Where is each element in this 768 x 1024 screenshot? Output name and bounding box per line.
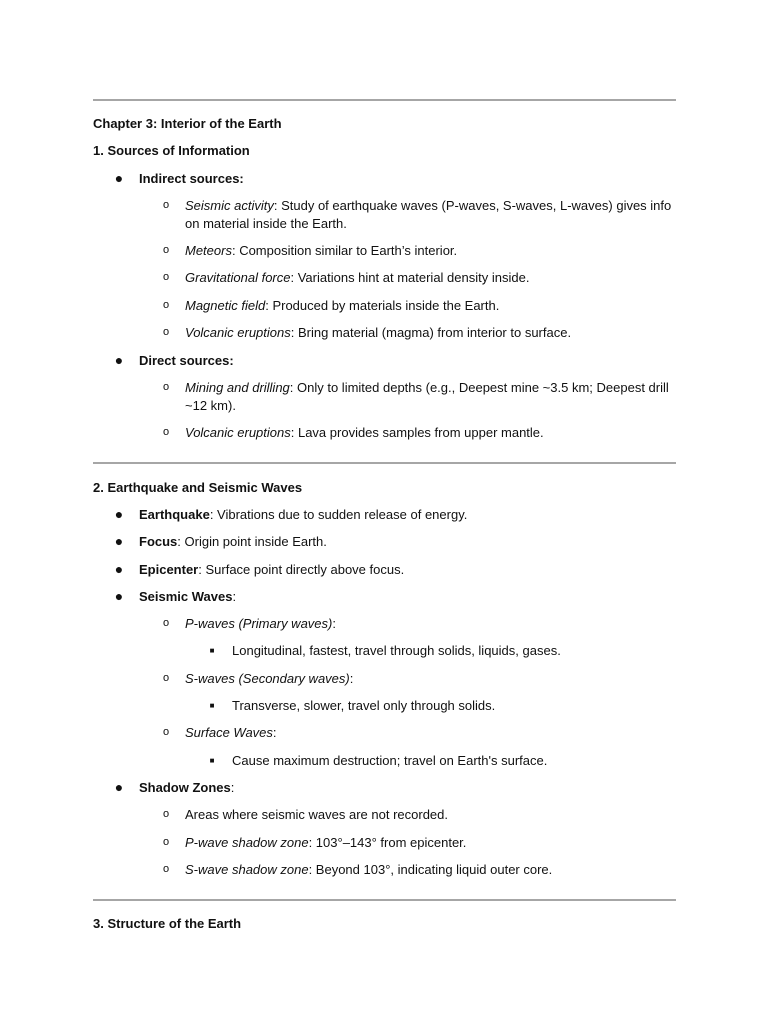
term: Meteors	[185, 243, 232, 258]
list-item-seismic-activity	[185, 197, 675, 233]
circle-bullet-icon: o	[162, 271, 170, 283]
description: : Produced by materials inside the Earth.	[265, 298, 500, 313]
disc-bullet-icon: ●	[114, 779, 124, 795]
term: Volcanic eruptions	[185, 425, 291, 440]
horizontal-rule	[93, 899, 676, 901]
circle-bullet-icon: o	[162, 863, 170, 875]
list-item-magnetic-field	[185, 297, 499, 314]
description: : Only to limited depths (e.g., Deepest mine ~3.5 km; Deepest drill ~12 km).	[185, 380, 669, 413]
term: Shadow Zones	[139, 780, 231, 795]
colon: :	[230, 780, 235, 795]
list-item-s-waves	[185, 670, 353, 687]
list-item-gravitational-force	[185, 269, 529, 286]
horizontal-rule	[93, 462, 676, 464]
colon: :	[332, 616, 336, 631]
list-item-shadow-areas: Areas where seismic waves are not recorded.	[185, 807, 449, 822]
list-item-shadow-zones	[139, 779, 234, 796]
disc-bullet-icon: ●	[114, 170, 124, 186]
horizontal-rule	[93, 99, 676, 101]
circle-bullet-icon: o	[162, 426, 170, 438]
list-item-seismic-waves	[139, 588, 236, 605]
disc-bullet-icon: ●	[114, 561, 124, 577]
circle-bullet-icon: o	[162, 808, 170, 820]
description: : Beyond 103°, indicating liquid outer core.	[308, 862, 553, 877]
list-item-volcanic-eruptions	[185, 324, 571, 341]
circle-bullet-icon: o	[162, 326, 170, 338]
description: : Lava provides samples from upper mantle.	[290, 425, 544, 440]
description: : Variations hint at material density inside.	[290, 270, 530, 285]
description: : Surface point directly above focus.	[198, 562, 405, 577]
circle-bullet-icon: o	[162, 672, 170, 684]
term: Seismic Waves	[139, 589, 233, 604]
section-3-heading: 3. Structure of the Earth	[93, 916, 242, 931]
term: S-waves (Secondary waves)	[185, 671, 350, 686]
term: Magnetic field	[185, 298, 266, 313]
list-item-meteors	[185, 242, 457, 259]
term: Surface Waves	[185, 725, 273, 740]
colon: :	[272, 725, 277, 740]
square-bullet-icon: ■	[209, 646, 215, 655]
list-item-s-waves-detail: Transverse, slower, travel only through solids.	[232, 698, 496, 713]
square-bullet-icon: ■	[209, 756, 215, 765]
term: Earthquake	[139, 507, 210, 522]
circle-bullet-icon: o	[162, 617, 170, 629]
term: Epicenter	[139, 562, 199, 577]
circle-bullet-icon: o	[162, 244, 170, 256]
description: : Study of earthquake waves (P-waves, S-waves, L-waves) gives info on material inside the Earth.	[185, 198, 672, 231]
description: : Bring material (magma) from interior to surface.	[290, 325, 572, 340]
circle-bullet-icon: o	[162, 381, 170, 393]
section-2-heading: 2. Earthquake and Seismic Waves	[93, 480, 303, 495]
term: S-wave shadow zone	[185, 862, 309, 877]
disc-bullet-icon: ●	[114, 506, 124, 522]
term: Volcanic eruptions	[185, 325, 291, 340]
list-item-mining-and-drilling	[185, 379, 675, 415]
list-item-surface-waves	[185, 724, 277, 741]
term: P-waves (Primary waves)	[185, 616, 333, 631]
square-bullet-icon: ■	[209, 701, 215, 710]
circle-bullet-icon: o	[162, 199, 170, 211]
term: P-wave shadow zone	[185, 835, 309, 850]
disc-bullet-icon: ●	[114, 352, 124, 368]
list-item-earthquake	[139, 506, 467, 523]
list-item-p-waves-detail: Longitudinal, fastest, travel through solids, liquids, gases.	[232, 643, 561, 658]
indirect-sources-heading: Indirect sources:	[139, 171, 244, 186]
list-item-volcanic-eruptions-direct	[185, 424, 544, 441]
description: : Vibrations due to sudden release of energy.	[209, 507, 468, 522]
disc-bullet-icon: ●	[114, 588, 124, 604]
list-item-s-wave-shadow-zone	[185, 861, 552, 878]
circle-bullet-icon: o	[162, 726, 170, 738]
direct-sources-heading: Direct sources:	[139, 353, 234, 368]
chapter-title: Chapter 3: Interior of the Earth	[93, 116, 282, 131]
term: Focus	[139, 534, 178, 549]
list-item-focus	[139, 533, 327, 550]
colon: :	[349, 671, 354, 686]
description: : Origin point inside Earth.	[177, 534, 327, 549]
list-item-epicenter	[139, 561, 404, 578]
circle-bullet-icon: o	[162, 836, 170, 848]
section-1-heading: 1. Sources of Information	[93, 143, 250, 158]
term: Mining and drilling	[185, 380, 290, 395]
description: : 103°–143° from epicenter.	[308, 835, 467, 850]
list-item-p-wave-shadow-zone	[185, 834, 466, 851]
description: : Composition similar to Earth’s interior.	[231, 243, 458, 258]
list-item-p-waves	[185, 615, 336, 632]
list-item-surface-waves-detail: Cause maximum destruction; travel on Earth's surface.	[232, 753, 548, 768]
disc-bullet-icon: ●	[114, 533, 124, 549]
circle-bullet-icon: o	[162, 299, 170, 311]
term: Seismic activity	[185, 198, 274, 213]
colon: :	[232, 589, 237, 604]
term: Gravitational force	[185, 270, 291, 285]
